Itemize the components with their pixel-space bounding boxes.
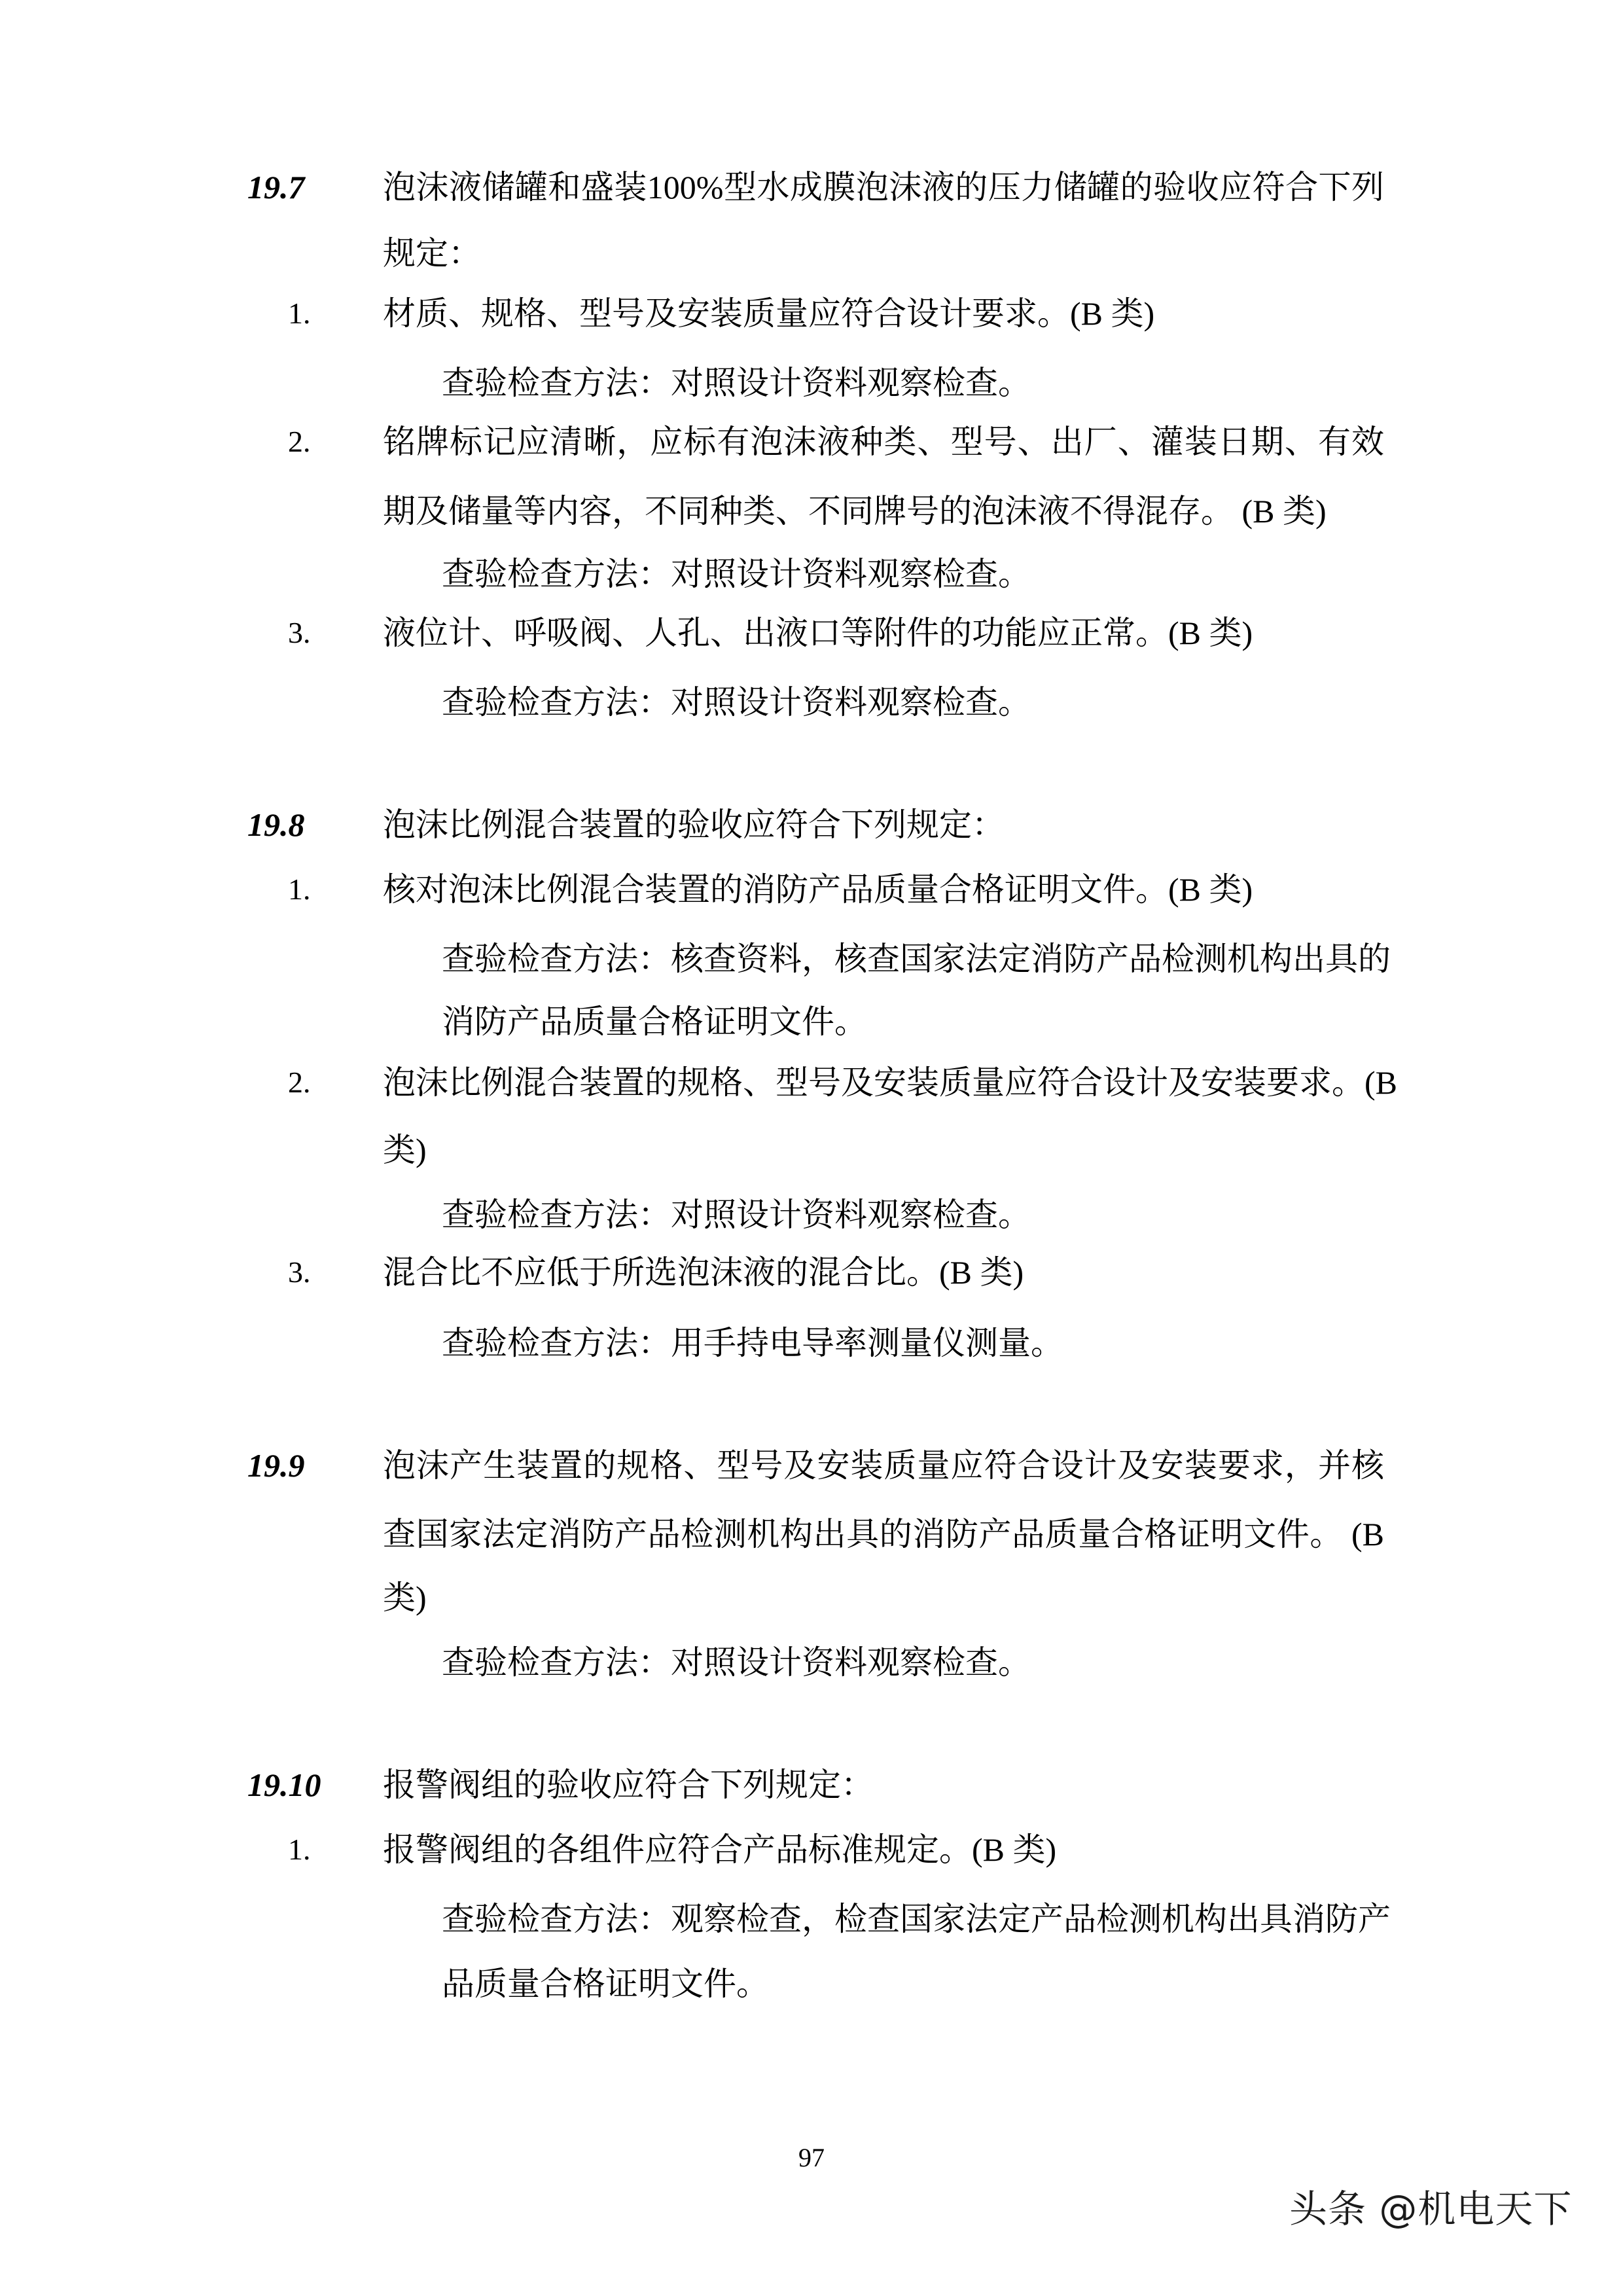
inspection-method: 查验检查方法：核查资料，核查国家法定消防产品检测机构出具的 xyxy=(442,941,1391,977)
item-text: 期及储量等内容，不同种类、不同牌号的泡沫液不得混存。 (B 类) xyxy=(383,493,1327,529)
item-number: 3. xyxy=(288,1255,311,1289)
section-title-line: 类) xyxy=(383,1579,427,1616)
inspection-method: 品质量合格证明文件。 xyxy=(442,1965,769,2002)
item-number: 1. xyxy=(288,1833,311,1866)
item-text: 材质、规格、型号及安装质量应符合设计要求。(B 类) xyxy=(383,295,1155,332)
section-number: 19.8 xyxy=(247,806,305,843)
item-number: 2. xyxy=(288,1066,311,1099)
section-title-line: 泡沫产生装置的规格、型号及安装质量应符合设计及安装要求，并核 xyxy=(383,1447,1384,1484)
page-number: 97 xyxy=(798,2143,825,2172)
section-title-line: 泡沫比例混合装置的验收应符合下列规定： xyxy=(383,806,1005,843)
inspection-method: 查验检查方法：对照设计资料观察检查。 xyxy=(442,684,1031,721)
item-number: 1. xyxy=(288,296,311,330)
item-text: 核对泡沫比例混合装置的消防产品质量合格证明文件。(B 类) xyxy=(383,871,1253,908)
item-text: 铭牌标记应清晰，应标有泡沫液种类、型号、出厂、灌装日期、有效 xyxy=(383,423,1384,460)
section-title-line: 报警阀组的验收应符合下列规定： xyxy=(383,1767,874,1803)
item-text: 泡沫比例混合装置的规格、型号及安装质量应符合设计及安装要求。(B xyxy=(383,1064,1397,1101)
inspection-method: 查验检查方法：对照设计资料观察检查。 xyxy=(442,556,1031,592)
section-number: 19.9 xyxy=(247,1447,305,1484)
section-title-line: 泡沫液储罐和盛装100%型水成膜泡沫液的压力储罐的验收应符合下列 xyxy=(383,169,1384,206)
item-number: 1. xyxy=(288,872,311,906)
inspection-method: 查验检查方法：对照设计资料观察检查。 xyxy=(442,1196,1031,1233)
item-text: 混合比不应低于所选泡沫液的混合比。(B 类) xyxy=(383,1254,1024,1291)
inspection-method: 查验检查方法：观察检查，检查国家法定产品检测机构出具消防产 xyxy=(442,1901,1391,1937)
section-title-line: 规定： xyxy=(383,235,481,272)
item-text: 报警阀组的各组件应符合产品标准规定。(B 类) xyxy=(383,1831,1057,1868)
inspection-method: 查验检查方法：对照设计资料观察检查。 xyxy=(442,1644,1031,1681)
inspection-method: 查验检查方法：用手持电导率测量仪测量。 xyxy=(442,1325,1063,1361)
section-number: 19.7 xyxy=(247,169,305,206)
item-number: 2. xyxy=(288,425,311,458)
item-number: 3. xyxy=(288,616,311,649)
item-text: 液位计、呼吸阀、人孔、出液口等附件的功能应正常。(B 类) xyxy=(383,615,1253,651)
section-title-line: 查国家法定消防产品检测机构出具的消防产品质量合格证明文件。 (B xyxy=(383,1516,1384,1552)
inspection-method: 查验检查方法：对照设计资料观察检查。 xyxy=(442,365,1031,401)
watermark: 头条 @机电天下 xyxy=(1289,2187,1573,2231)
inspection-method: 消防产品质量合格证明文件。 xyxy=(442,1003,867,1040)
section-number: 19.10 xyxy=(247,1767,321,1803)
item-text: 类) xyxy=(383,1132,427,1168)
